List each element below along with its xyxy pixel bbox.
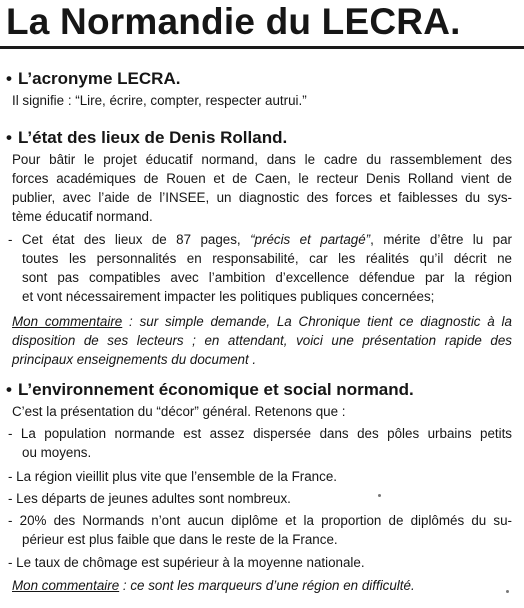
title-underline xyxy=(0,46,524,49)
list-item: - 20% des Normands n’ont aucun diplôme et la proportion de diplômés du su- xyxy=(8,513,512,528)
section-heading-text: L’état des lieux de Denis Rolland. xyxy=(17,128,288,147)
paragraph-line: tème éducatif normand. xyxy=(12,209,153,224)
dash-item-line: et vont nécessairement impacter les politiques publiques concernées; xyxy=(22,289,435,304)
intro-line: C’est la présentation du “décor” général. Retenons que : xyxy=(12,404,346,419)
bullet-icon: • xyxy=(6,69,12,88)
dash-item-line: toutes les personnalités en responsabilité, car les réalités qu’il décrit ne xyxy=(22,251,512,266)
comment-line: principaux enseignements du document . xyxy=(12,352,257,367)
section-heading-environnement xyxy=(6,380,414,400)
bullet-icon: • xyxy=(6,380,12,399)
comment-line: disposition de ses lecteurs ; en attendant, voici une présentation rapide des xyxy=(12,333,512,348)
list-item: - La région vieillit plus vite que l’ensemble de la France. xyxy=(8,469,337,484)
comment-label: Mon commentaire xyxy=(12,314,123,329)
page-title: La Normandie du LECRA. xyxy=(6,1,461,42)
list-item: - La population normande est assez dispersée dans des pôles urbains petits xyxy=(8,426,512,441)
paragraph-line: Pour bâtir le projet éducatif normand, dans le cadre du rassemblement des xyxy=(12,152,512,167)
list-item: - Le taux de chômage est supérieur à la moyenne nationale. xyxy=(8,555,365,570)
comment-label: Mon commentaire xyxy=(12,578,120,593)
list-item: ou moyens. xyxy=(22,445,92,460)
section-heading-text: L’environnement économique et social normand. xyxy=(17,380,414,399)
list-item: périeur est plus faible que dans le reste de la France. xyxy=(22,532,338,547)
acronym-definition: Il signifie : “Lire, écrire, compter, respecter autrui.” xyxy=(12,93,307,108)
comment-line: Mon commentaire : sur simple demande, La Chronique tient ce diagnostic à la xyxy=(12,314,512,329)
section-heading-acronym xyxy=(6,69,180,89)
list-item: - Les départs de jeunes adultes sont nombreux. xyxy=(8,491,291,506)
section-heading-etat-des-lieux xyxy=(6,128,287,148)
dash-item-line: sont pas compatibles avec l’ambition d’excellence défendue par la région xyxy=(22,270,512,285)
paragraph-line: forces académiques de Rouen et de Caen, le recteur Denis Rolland vient de xyxy=(12,171,512,186)
bullet-icon: • xyxy=(6,128,12,147)
comment-line: Mon commentaire : ce sont les marqueurs d’une région en difficulté. xyxy=(12,578,415,593)
section-heading-text: L’acronyme LECRA. xyxy=(17,69,181,88)
dash-item-line: - Cet état des lieux de 87 pages, “précis et partagé”, mérite d’être lu par xyxy=(8,232,512,247)
scan-speck xyxy=(378,494,381,497)
quoted-phrase: “précis et partagé” xyxy=(250,232,371,247)
paragraph-line: publier, avec l’aide de l’INSEE, un diagnostic des forces et faiblesses du sys- xyxy=(12,190,512,205)
scan-speck xyxy=(506,590,509,593)
